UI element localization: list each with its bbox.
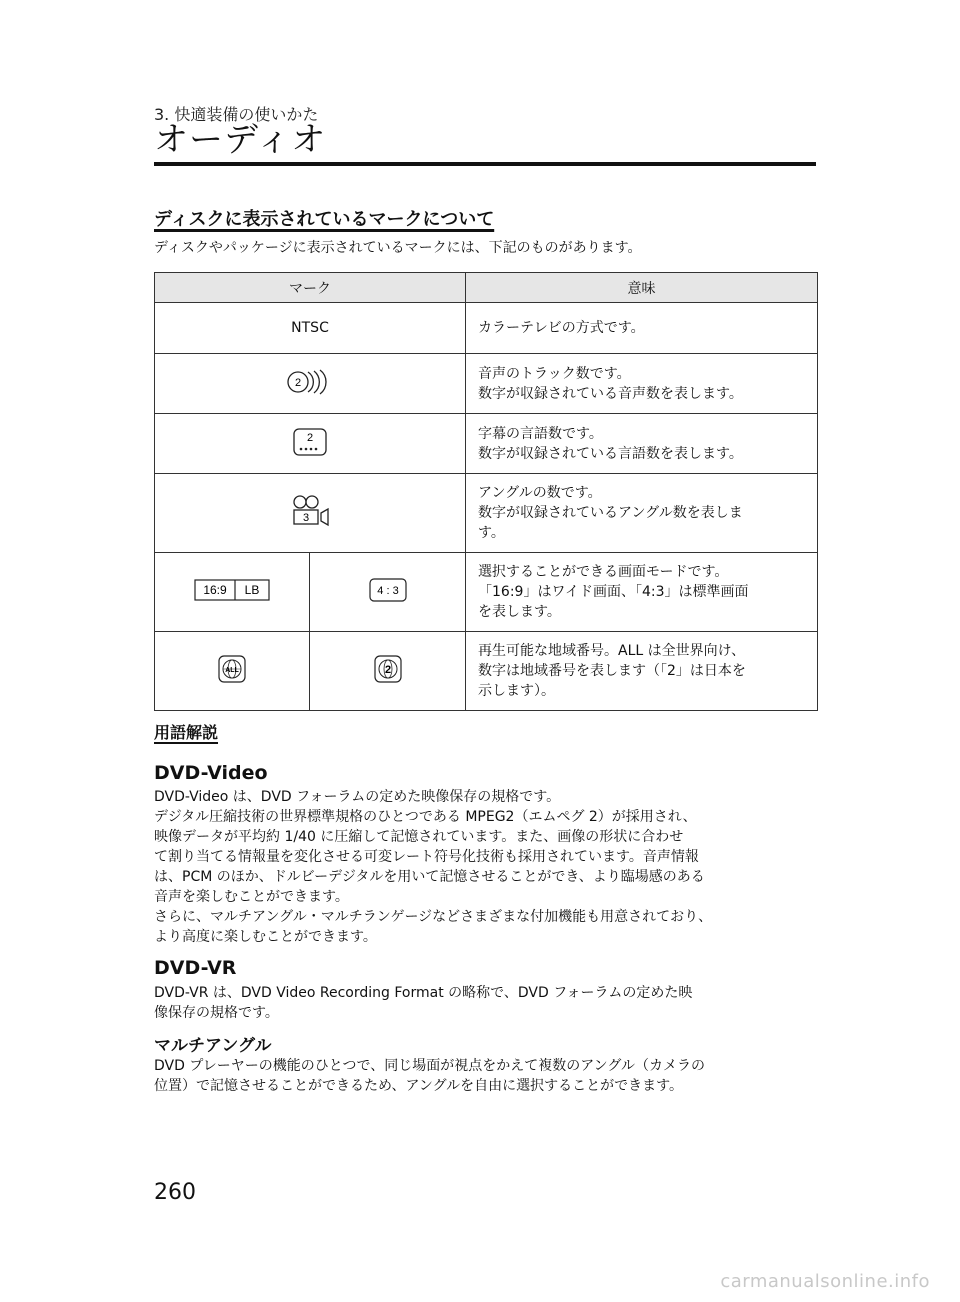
chapter-label: 3. 快適装備の使いかた	[154, 105, 319, 124]
meaning-line: 「16:9」はワイド画面、「4:3」は標準画面	[478, 584, 749, 600]
text-line: 位置）で記憶させることができるため、アングルを自由に選択することができます。	[154, 1078, 684, 1094]
text-line: 像保存の規格です。	[154, 1005, 279, 1021]
meaning-cell: カラーテレビの方式です。	[466, 303, 818, 354]
glossary-heading: 用語解説	[154, 723, 219, 742]
meaning-line: 数字が収録されているアングル数を表しま	[478, 505, 743, 521]
meaning-line: 示します）。	[478, 683, 555, 699]
meaning-line: 数字は地域番号を表します（「2」は日本を	[478, 663, 746, 679]
meaning-cell	[466, 632, 818, 711]
region-number: 2	[384, 664, 391, 676]
term-dvd-vr: DVD-VR	[154, 957, 237, 979]
widescreen-ratio: 16:9	[203, 583, 227, 597]
meaning-line: す。	[478, 525, 505, 541]
table-row	[155, 632, 818, 711]
standard-ratio: 4 : 3	[376, 585, 399, 597]
term-multi-angle: マルチアングル	[154, 1036, 272, 1056]
letterbox-label: LB	[244, 583, 260, 597]
meaning-line: 数字が収録されている音声数を表します。	[478, 385, 743, 402]
table-row	[155, 354, 818, 414]
term-dvd-video: DVD-Video	[154, 762, 268, 784]
widescreen-lb-icon	[194, 579, 270, 601]
term-dvd-vr-description	[154, 983, 818, 1023]
text-line: は、PCM のほか、ドルビーデジタルを用いて記憶させることができ、より臨場感のある	[154, 869, 705, 885]
text-line: より高度に楽しむことができます。	[154, 929, 377, 945]
region-2-icon	[374, 655, 402, 683]
meaning-cell	[466, 414, 818, 474]
disc-marks-heading: ディスクに表示されているマークについて	[154, 209, 495, 230]
subtitles-icon	[292, 427, 328, 457]
text-line: 音声を楽しむことができます。	[154, 889, 349, 905]
page-number: 260	[154, 1180, 196, 1205]
meaning-line: を表します。	[478, 604, 561, 620]
angles-icon	[288, 493, 332, 529]
meaning-line: 選択することができる画面モードです。	[478, 564, 729, 580]
audio-tracks-number: 2	[294, 376, 302, 389]
text-line: さらに、マルチアングル・マルチランゲージなどさまざまな付加機能も用意されており、	[154, 909, 713, 925]
meaning-line: 字幕の言語数です。	[478, 425, 603, 442]
meaning-cell	[466, 553, 818, 632]
table-row	[155, 303, 818, 354]
standard-4-3-icon	[369, 578, 407, 602]
angles-number: 3	[302, 512, 310, 524]
table-row	[155, 414, 818, 474]
region-all-label: ALL	[225, 667, 239, 674]
meaning-cell	[466, 474, 818, 553]
meaning-line: アングルの数です。	[478, 485, 602, 501]
disc-marks-table	[154, 272, 818, 711]
table-header-row	[155, 273, 818, 303]
section-title: オーディオ	[154, 120, 327, 160]
table-row	[155, 474, 818, 553]
meaning-line: 再生可能な地域番号。ALL は全世界向け、	[478, 643, 746, 659]
text-line: 映像データが平均約 1/40 に圧縮して記憶されています。また、画像の形状に合わせ	[154, 829, 684, 845]
text-line: デジタル圧縮技術の世界標準規格のひとつである MPEG2（エムペグ 2）が採用され、	[154, 809, 697, 825]
term-multi-angle-description	[154, 1056, 818, 1096]
text-line: て割り当てる情報量を変化させる可変レート符号化技術も採用されています。音声情報	[154, 849, 699, 865]
term-dvd-video-description	[154, 787, 818, 947]
header-rule	[154, 162, 816, 166]
site-watermark: carmanualsonline.info	[720, 1271, 930, 1292]
column-header-meaning: 意味	[466, 273, 818, 303]
region-all-icon	[218, 655, 246, 683]
mark-ntsc: NTSC	[155, 303, 466, 354]
table-row	[155, 553, 818, 632]
meaning-line: 音声のトラック数です。	[478, 365, 631, 382]
meaning-cell	[466, 354, 818, 414]
text-line: DVD-VR は、DVD Video Recording Format の略称で、DVD フォーラムの定めた映	[154, 985, 693, 1001]
text-line: DVD-Video は、DVD フォーラムの定めた映像保存の規格です。	[154, 789, 561, 805]
meaning-line: 数字が収録されている言語数を表します。	[478, 445, 743, 462]
text-line: DVD プレーヤーの機能のひとつで、同じ場面が視点をかえて複数のアングル（カメラの	[154, 1058, 705, 1074]
subtitles-number: 2	[306, 431, 314, 444]
column-header-mark: マーク	[155, 273, 466, 303]
audio-tracks-icon	[284, 367, 336, 397]
disc-marks-intro: ディスクやパッケージに表示されているマークには、下記のものがあります。	[154, 240, 642, 256]
